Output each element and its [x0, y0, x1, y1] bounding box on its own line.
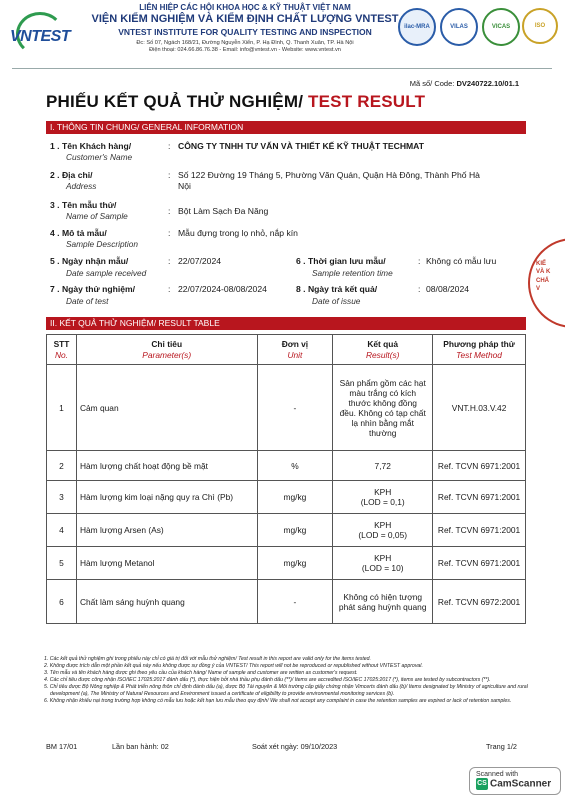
- table-row: [47, 365, 526, 451]
- header-label: STT: [53, 339, 70, 349]
- code-value: DV240722.10/01.1: [456, 79, 519, 88]
- colon: :: [418, 256, 421, 266]
- report-date-value: 08/08/2024: [426, 284, 470, 294]
- cell-unit: -: [257, 580, 333, 624]
- red-stamp: KIỂ VÀ K CHẤ V: [528, 238, 565, 328]
- footnote: 6. Không nhận khiếu nại trong trường hợp không có mẫu lưu hoặc kết hạn lưu mẫu theo quy định/ We shall not accept any complaint in case the retention samples are expired or lack of retention samples.: [44, 698, 512, 705]
- table-row: [47, 451, 526, 481]
- test-date-label: 7 . Ngày thử nghiệm/: [50, 284, 136, 294]
- report-date-label: 8 . Ngày trả kết quả/: [296, 284, 378, 294]
- title-en: TEST RESULT: [308, 92, 426, 111]
- header-label: Kết quả: [367, 339, 399, 349]
- vntest-logo: [8, 8, 70, 60]
- header-label-en: Result(s): [365, 349, 400, 360]
- cell-method: Ref. TCVN 6971:2001: [433, 547, 526, 580]
- table-row: [47, 547, 526, 580]
- received-label: 5 . Ngày nhận mẫu/: [50, 256, 129, 266]
- cell-no: 4: [47, 514, 77, 547]
- cell-result: KPH (LOD = 0,1): [333, 481, 433, 514]
- header-result: [333, 335, 433, 365]
- header-label: Phương pháp thử: [443, 339, 515, 349]
- ilac-mra-logo: ilac-MRA: [398, 8, 436, 46]
- address-value-line2: Nội: [178, 181, 191, 191]
- cell-parameter: Hàm lượng Metanol: [76, 547, 257, 580]
- logo-text: VNTEST: [10, 28, 71, 45]
- received-value: 22/07/2024: [178, 256, 222, 266]
- cell-unit: %: [257, 451, 333, 481]
- test-date-value: 22/07/2024-08/08/2024: [178, 284, 267, 294]
- scanner-brand: [476, 778, 554, 790]
- header-no: [47, 335, 77, 365]
- footnote: 5. Chỉ tiêu được Bộ Nông nghiệp & Phát triển nông thôn chỉ định đánh dấu (a), được Bộ Tài nguyên & Môi trường cấp giấy chứng nhận Vimcerts đánh dấu (b)/ Items designated by Ministry of agriculture and rural development (a), The Ministry of Natural Resources and Environment issued a certificate of eligibility to provide environmental monitoring services (b).: [44, 684, 528, 698]
- address-label: 2 . Địa chỉ/: [50, 170, 93, 180]
- page-title: [46, 92, 425, 112]
- review-date: Soát xét ngày: 09/10/2023: [252, 742, 338, 751]
- sample-label-en: Name of Sample: [66, 211, 128, 221]
- header-label-en: Parameter(s): [142, 349, 192, 360]
- camscanner-watermark: [469, 767, 561, 795]
- cell-no: 2: [47, 451, 77, 481]
- cell-method: Ref. TCVN 6971:2001: [433, 481, 526, 514]
- received-label-en: Date sample received: [66, 268, 147, 278]
- header-label-en: Unit: [287, 349, 303, 360]
- cell-parameter: Hàm lượng kim loại nặng quy ra Chì (Pb): [76, 481, 257, 514]
- table-row: [47, 481, 526, 514]
- cell-parameter: Hàm lượng chất hoạt động bề mặt: [76, 451, 257, 481]
- header-label: Chỉ tiêu: [151, 339, 183, 349]
- footnote: 2. Không được trích dẫn một phần kết quả này nếu không được sự đồng ý của VNTEST/ This report will not be reproduced or republished without VNTEST approval.: [44, 663, 423, 670]
- cell-result: 7,72: [333, 451, 433, 481]
- address-label-en: Address: [66, 181, 97, 191]
- cell-result: KPH (LOD = 10): [333, 547, 433, 580]
- header-label: Đơn vị: [281, 339, 309, 349]
- vilas-logo: VILAS: [440, 8, 478, 46]
- report-date-label-en: Date of issue: [312, 296, 361, 306]
- retention-label-en: Sample retention time: [312, 268, 393, 278]
- section-result-table: II. KẾT QUẢ THỬ NGHIỆM/ RESULT TABLE: [46, 317, 526, 330]
- scanner-brand-text: CamScanner: [490, 778, 552, 790]
- sample-label: 3 . Tên mẫu thử/: [50, 200, 117, 210]
- retention-label: 6 . Thời gian lưu mẫu/: [296, 256, 386, 266]
- customer-label-en: Customer's Name: [66, 152, 133, 162]
- address-value-line1: Số 122 Đường 19 Tháng 5, Phường Văn Quán, Quận Hà Đông, Thành Phố Hà: [178, 170, 480, 180]
- colon: :: [168, 141, 171, 151]
- cell-unit: mg/kg: [257, 547, 333, 580]
- issue-number: Lần ban hành: 02: [112, 742, 169, 751]
- camscanner-icon: CS: [476, 778, 488, 790]
- document-header: [0, 0, 565, 70]
- institute-name-en: VNTEST INSTITUTE FOR QUALITY TESTING AND INSPECTION: [118, 27, 372, 37]
- cell-method: Ref. TCVN 6971:2001: [433, 451, 526, 481]
- institute-heading: [80, 3, 410, 53]
- table-row: [47, 514, 526, 547]
- colon: :: [168, 206, 171, 216]
- code-label: Mã số/ Code:: [409, 79, 455, 88]
- cell-result: KPH (LOD = 0,05): [333, 514, 433, 547]
- footnote: 3. Tên mẫu và tên khách hàng được ghi theo yêu cầu của khách hàng/ Name of sample and customer are written as customer's request.: [44, 670, 358, 677]
- cell-method: Ref. TCVN 6971:2001: [433, 514, 526, 547]
- header-unit: [257, 335, 333, 365]
- test-date-label-en: Date of test: [66, 296, 109, 306]
- header-label-en: No.: [54, 349, 68, 360]
- customer-value: CÔNG TY TNHH TƯ VẤN VÀ THIẾT KẾ KỸ THUẬT TECHMAT: [178, 141, 424, 151]
- cell-no: 3: [47, 481, 77, 514]
- cell-parameter: Hàm lượng Arsen (As): [76, 514, 257, 547]
- cell-parameter: Cảm quan: [76, 365, 257, 451]
- cell-unit: mg/kg: [257, 481, 333, 514]
- iso-logo: ISO: [522, 8, 558, 44]
- cell-result: Sản phẩm gồm các hạt màu trắng có kích thước không đồng đều. Không có tạp chất lạ nhìn bằng mắt thường: [333, 365, 433, 451]
- desc-label-en: Sample Description: [66, 239, 138, 249]
- vicas-logo: VICAS: [482, 8, 520, 46]
- cell-no: 1: [47, 365, 77, 451]
- cell-result: Không có hiện tượng phát sáng huỳnh quang: [333, 580, 433, 624]
- header-label-en: Test Method: [456, 349, 502, 360]
- header-parameter: [76, 335, 257, 365]
- colon: :: [418, 284, 421, 294]
- footnotes: [44, 656, 529, 705]
- result-table: [46, 334, 526, 624]
- cell-no: 5: [47, 547, 77, 580]
- union-name: LIÊN HIỆP CÁC HỘI KHOA HỌC & KỸ THUẬT VIỆT NAM: [139, 3, 351, 12]
- colon: :: [168, 256, 171, 266]
- footnote: 1. Các kết quả thử nghiệm ghi trong phiếu này chỉ có giá trị đối với mẫu thử nghiệm/ Test result in this report are valid only for the items tested.: [44, 656, 371, 662]
- title-vn: PHIẾU KẾT QUẢ THỬ NGHIỆM/: [46, 92, 309, 111]
- colon: :: [168, 170, 171, 180]
- scanner-line1: Scanned with: [476, 771, 519, 778]
- institute-contact: Điện thoại: 024.66.86.76.38 - Email: info@vntest.vn - Website: www.vntest.vn: [149, 47, 341, 53]
- cell-method: Ref. TCVN 6972:2001: [433, 580, 526, 624]
- footnote: 4. Các chỉ tiêu được công nhận ISO/IEC 17025:2017 đánh dấu (*), thực hiện bởi nhà thầu phụ đánh dấu (**)/ Items are accredited ISO/IEC 17025:2017 (*), items are tested by subcontractors (**).: [44, 677, 491, 684]
- customer-label: 1 . Tên Khách hàng/: [50, 141, 132, 151]
- table-row: [47, 580, 526, 624]
- form-number: BM 17/01: [46, 742, 78, 751]
- general-info: [46, 139, 526, 315]
- cell-unit: -: [257, 365, 333, 451]
- desc-value: Mẫu đựng trong lọ nhỏ, nắp kín: [178, 228, 298, 238]
- retention-value: Không có mẫu lưu: [426, 256, 497, 266]
- colon: :: [168, 284, 171, 294]
- document-code: [410, 79, 519, 88]
- colon: :: [168, 228, 171, 238]
- cell-unit: mg/kg: [257, 514, 333, 547]
- cell-parameter: Chất làm sáng huỳnh quang: [76, 580, 257, 624]
- page-number: Trang 1/2: [486, 742, 517, 751]
- table-header-row: [47, 335, 526, 365]
- header-method: [433, 335, 526, 365]
- sample-value: Bột Làm Sạch Đa Năng: [178, 206, 269, 216]
- institute-name-vn: VIỆN KIỂM NGHIỆM VÀ KIỂM ĐỊNH CHẤT LƯỢNG VNTEST: [91, 13, 399, 25]
- desc-label: 4 . Mô tả mẫu/: [50, 228, 107, 238]
- cell-no: 6: [47, 580, 77, 624]
- header-divider: [12, 68, 552, 69]
- cell-method: VNT.H.03.V.42: [433, 365, 526, 451]
- section-general-info: I. THÔNG TIN CHUNG/ GENERAL INFORMATION: [46, 121, 526, 134]
- institute-address: Đc: Số 07, Ngách 168/21, Đường Nguyễn Xiển, P. Hạ Đình, Q. Thanh Xuân, TP. Hà Nội: [136, 40, 354, 46]
